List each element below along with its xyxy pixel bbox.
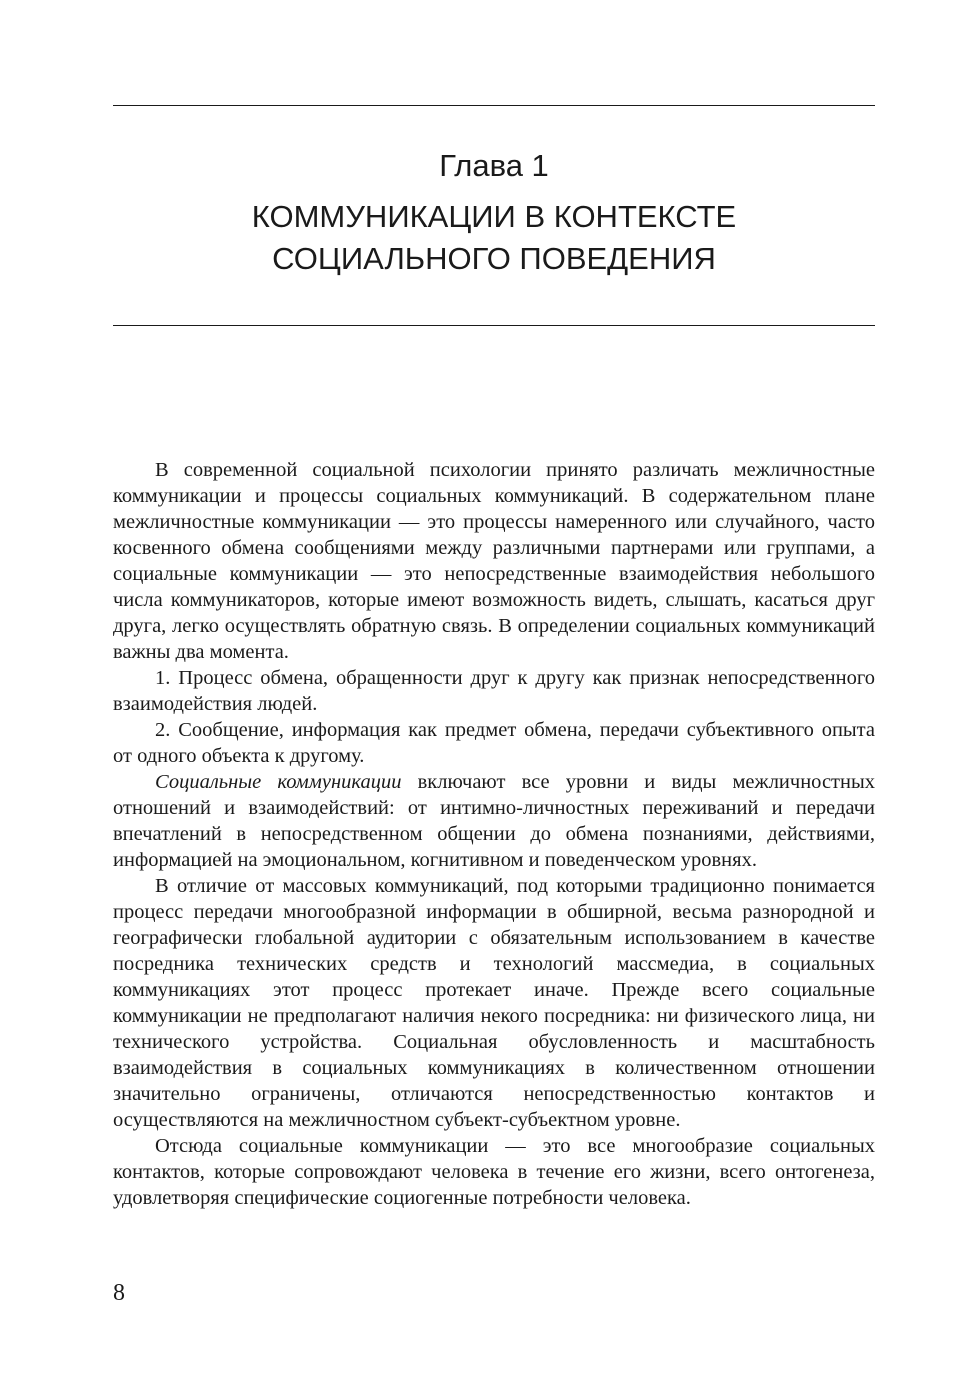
paragraph-1: В современной социальной психологии принято различать межличностные коммуникации и процессы социальных коммуникаций. В содержательном плане межличностные коммуникации — это процессы намеренного или случайного, часто косвенного обмена сообщениями между различными партнерами или группами, а социальные коммуникации — это непосредственные взаимодействия небольшого числа коммуникаторов, которые имеют возможность видеть, слышать, касаться друг друга, легко осуществлять обратную связь. В определении социальных коммуникаций важны два момента. <box>113 459 875 663</box>
chapter-title <box>113 196 875 280</box>
term-social-communications: Социальные коммуникации <box>155 771 402 793</box>
bottom-rule <box>113 325 875 326</box>
paragraph-4 <box>113 769 875 873</box>
paragraph-5: В отличие от массовых коммуникаций, под которыми традиционно понимается процесс передачи многообразной информации в обширной, весьма разнородной и географически глобальной аудитории с обязательным использованием в качестве посредника технических средств и технологий массмедиа, в социальных коммуникациях этот процесс протекает иначе. Прежде всего социальные коммуникации не предполагают наличия некого посредника: ни физического лица, ни технического устройства. Социальная обусловленность и масштабность взаимодействия в социальных коммуникациях в количественном отношении значительно ограничены, отличаются непосредственностью контактов и осуществляются на межличностном субъект-субъектном уровне. <box>113 875 875 1131</box>
paragraph-6: Отсюда социальные коммуникации — это все многообразие социальных контактов, которые сопровождают человека в течение его жизни, всего онтогенеза, удовлетворяя специфические социогенные потребности человека. <box>113 1135 875 1209</box>
page-number: 8 <box>113 1280 125 1306</box>
chapter-label: Глава 1 <box>439 148 549 183</box>
paragraph-4-text: включают все уровни и виды межличностных отношений и взаимодействий: от интимно-личностных переживаний и передачи впечатлений в непосредственном общении до обмена познаниями, действиями, информацией на эмоциональном, когнитивном и поведенческом уровнях. <box>113 771 875 871</box>
body-text <box>113 457 875 1211</box>
paragraph-2-list-item-1: 1. Процесс обмена, обращенности друг к другу как признак непосредственного взаимодействия людей. <box>113 667 875 715</box>
chapter-title-line-1: КОММУНИКАЦИИ В КОНТЕКСТЕ <box>251 199 737 234</box>
top-rule <box>113 105 875 106</box>
chapter-title-line-2: СОЦИАЛЬНОГО ПОВЕДЕНИЯ <box>272 241 716 276</box>
paragraph-3-list-item-2: 2. Сообщение, информация как предмет обмена, передачи субъективного опыта от одного объекта к другому. <box>113 719 875 767</box>
